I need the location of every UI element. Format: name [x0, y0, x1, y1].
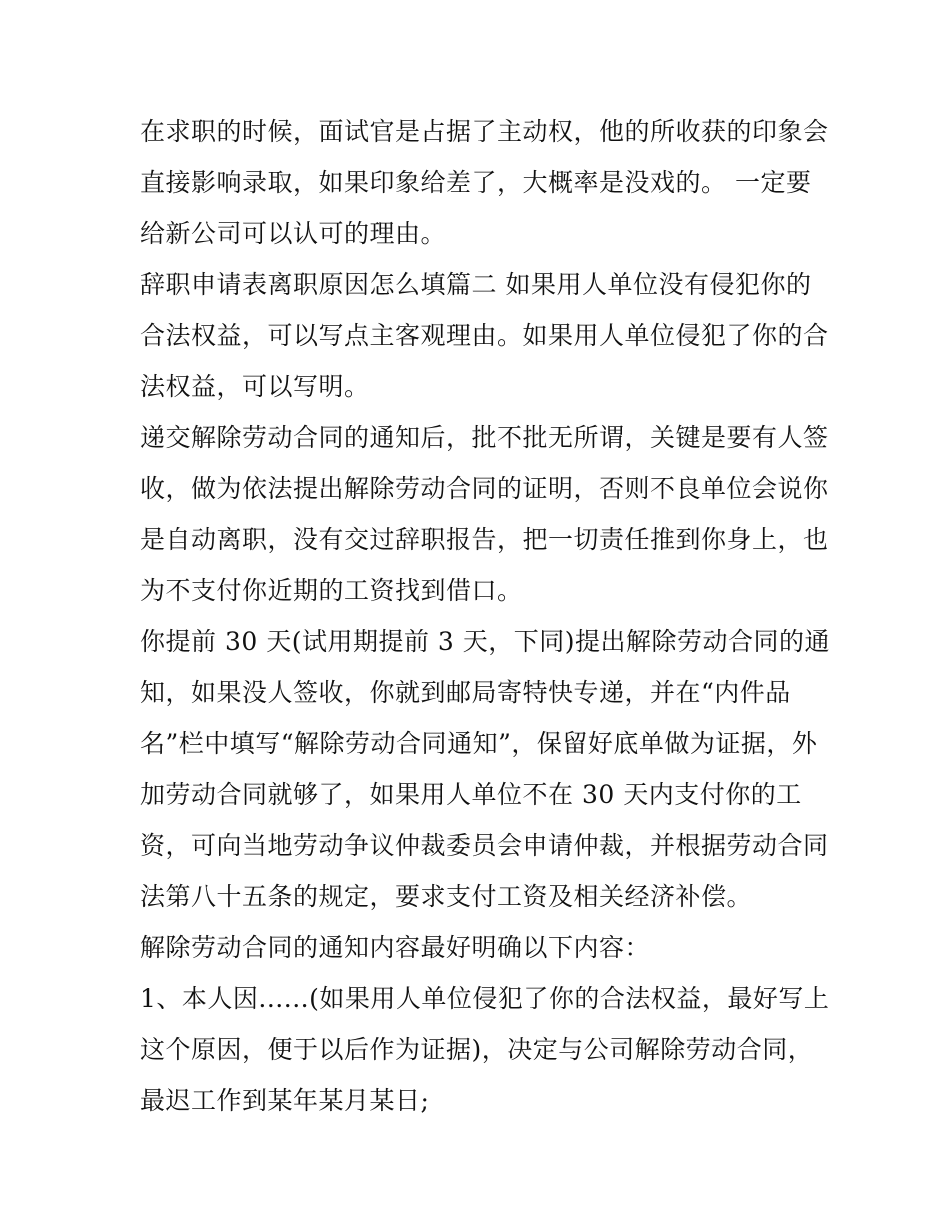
text-line: 收，做为依法提出解除劳动合同的证明，否则不良单位会说你	[140, 474, 829, 503]
document-body	[140, 106, 831, 1126]
text-line: 是自动离职，没有交过辞职报告，把一切责任推到你身上，也	[140, 525, 829, 554]
text-line: 资，可向当地劳动争议仲裁委员会申请仲裁，并根据劳动合同	[140, 831, 829, 860]
text-line: 解除劳动合同的通知内容最好明确以下内容：	[140, 933, 651, 962]
text-line: 1、本人因......(如果用人单位侵犯了你的合法权益，最好写上	[140, 984, 830, 1013]
text-line: 最迟工作到某年某月某日;	[140, 1086, 430, 1115]
text-line: 给新公司可以认可的理由。	[140, 219, 447, 248]
text-line: 合法权益，可以写点主客观理由。如果用人单位侵犯了你的合	[140, 321, 829, 350]
text-line: 为不支付你近期的工资找到借口。	[140, 576, 523, 605]
text-line: 法权益，可以写明。	[140, 372, 370, 401]
text-line: 在求职的时候，面试官是占据了主动权，他的所收获的印象会	[140, 117, 829, 146]
text-line: 直接影响录取，如果印象给差了，大概率是没戏的。 一定要	[140, 168, 812, 197]
text-line: 法第八十五条的规定，要求支付工资及相关经济补偿。	[140, 882, 753, 911]
text-line: 加劳动合同就够了，如果用人单位不在 30 天内支付你的工	[140, 780, 802, 809]
text-line: 这个原因，便于以后作为证据)，决定与公司解除劳动合同，	[140, 1035, 814, 1064]
text-line: 递交解除劳动合同的通知后，批不批无所谓，关键是要有人签	[140, 423, 829, 452]
text-line: 辞职申请表离职原因怎么填篇二 如果用人单位没有侵犯你的	[140, 270, 812, 299]
text-line: 名”栏中填写“解除劳动合同通知”，保留好底单做为证据，外	[140, 729, 818, 758]
text-line: 知，如果没人签收，你就到邮局寄特快专递，并在“内件品	[140, 678, 791, 707]
text-line: 你提前 30 天(试用期提前 3 天，下同)提出解除劳动合同的通	[140, 627, 831, 656]
